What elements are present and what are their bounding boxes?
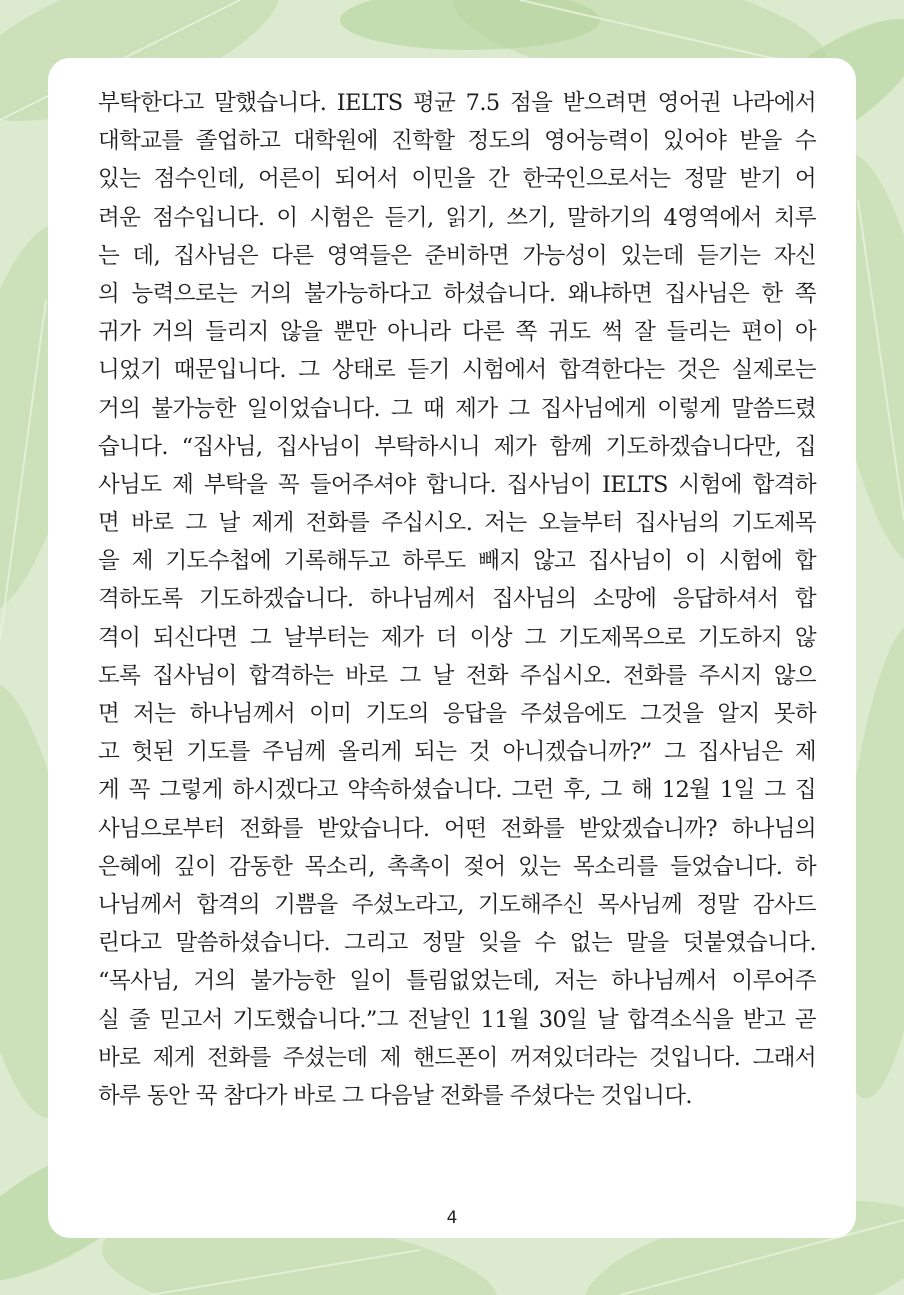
text-line: 고 헛된 기도를 주님께 올리게 되는 것 아니겠습니까?” 그 집사님은 제 (98, 739, 816, 766)
text-line: 실 줄 믿고서 기도했습니다.”그 전날인 11월 30일 날 합격소식을 받고 곧 (98, 1006, 816, 1033)
text-line: 면 저는 하나님께서 이미 기도의 응답을 주셨음에도 그것을 알지 못하 (98, 701, 816, 727)
text-line: 은혜에 깊이 감동한 목소리, 촉촉이 젖어 있는 목소리를 들었습니다. 하 (98, 853, 816, 880)
text-line: 을 제 기도수첩에 기록해두고 하루도 빼지 않고 집사님이 이 시험에 합 (98, 548, 816, 575)
text-line: 있는 점수인데, 어른이 되어서 이민을 간 한국인으로서는 정말 받기 어 (98, 166, 816, 193)
text-line: 나님께서 합격의 기쁨을 주셨노라고, 기도해주신 목사님께 정말 감사드 (98, 891, 816, 918)
text-line: 도록 집사님이 합격하는 바로 그 날 전화 주십시오. 전화를 주시지 않으 (98, 662, 816, 689)
text-line: 바로 제게 전화를 주셨는데 제 핸드폰이 꺼져있더라는 것입니다. 그래서 (98, 1044, 816, 1071)
body-text (98, 84, 816, 1115)
text-line: 려운 점수입니다. 이 시험은 듣기, 읽기, 쓰기, 말하기의 4영역에서 치루 (98, 204, 816, 231)
text-line: 거의 불가능한 일이었습니다. 그 때 제가 그 집사님에게 이렇게 말씀드렸 (98, 395, 816, 422)
text-line: 귀가 거의 들리지 않을 뿐만 아니라 다른 쪽 귀도 썩 잘 들리는 편이 아 (98, 319, 816, 346)
page-number: 4 (446, 1208, 458, 1228)
text-line: 격이 되신다면 그 날부터는 제가 더 이상 그 기도제목으로 기도하지 않 (98, 624, 816, 651)
text-line: 사님도 제 부탁을 꼭 들어주셔야 합니다. 집사님이 IELTS 시험에 합격하 (98, 471, 816, 498)
text-line: 격하도록 기도하겠습니다. 하나님께서 집사님의 소망에 응답하셔서 합 (98, 586, 816, 613)
text-line: 습니다. “집사님, 집사님이 부탁하시니 제가 함께 기도하겠습니다만, 집 (98, 433, 816, 460)
text-line: 부탁한다고 말했습니다. IELTS 평균 7.5 점을 받으려면 영어권 나라에서 (98, 90, 816, 116)
text-line: “목사님, 거의 불가능한 일이 틀림없었는데, 저는 하나님께서 이루어주 (98, 968, 816, 995)
text-line: 의 능력으로는 거의 불가능하다고 하셨습니다. 왜냐하면 집사님은 한 쪽 (98, 280, 816, 307)
text-line: 는 데, 집사님은 다른 영역들은 준비하면 가능성이 있는데 듣기는 자신 (98, 242, 816, 269)
text-line: 하루 동안 꾹 참다가 바로 그 다음날 전화를 주셨다는 것입니다. (98, 1082, 692, 1109)
text-line: 면 바로 그 날 제게 전화를 주십시오. 저는 오늘부터 집사님의 기도제목 (98, 510, 816, 537)
text-line: 게 꼭 그렇게 하시겠다고 약속하셨습니다. 그런 후, 그 해 12월 1일 그 집 (98, 777, 816, 804)
text-line: 니었기 때문입니다. 그 상태로 듣기 시험에서 합격한다는 것은 실제로는 (98, 357, 816, 384)
text-line: 린다고 말씀하셨습니다. 그리고 정말 잊을 수 없는 말을 덧붙였습니다. (98, 930, 816, 957)
text-line: 사님으로부터 전화를 받았습니다. 어떤 전화를 받았겠습니까? 하나님의 (98, 815, 816, 842)
text-line: 대학교를 졸업하고 대학원에 진학할 정도의 영어능력이 있어야 받을 수 (98, 128, 816, 155)
